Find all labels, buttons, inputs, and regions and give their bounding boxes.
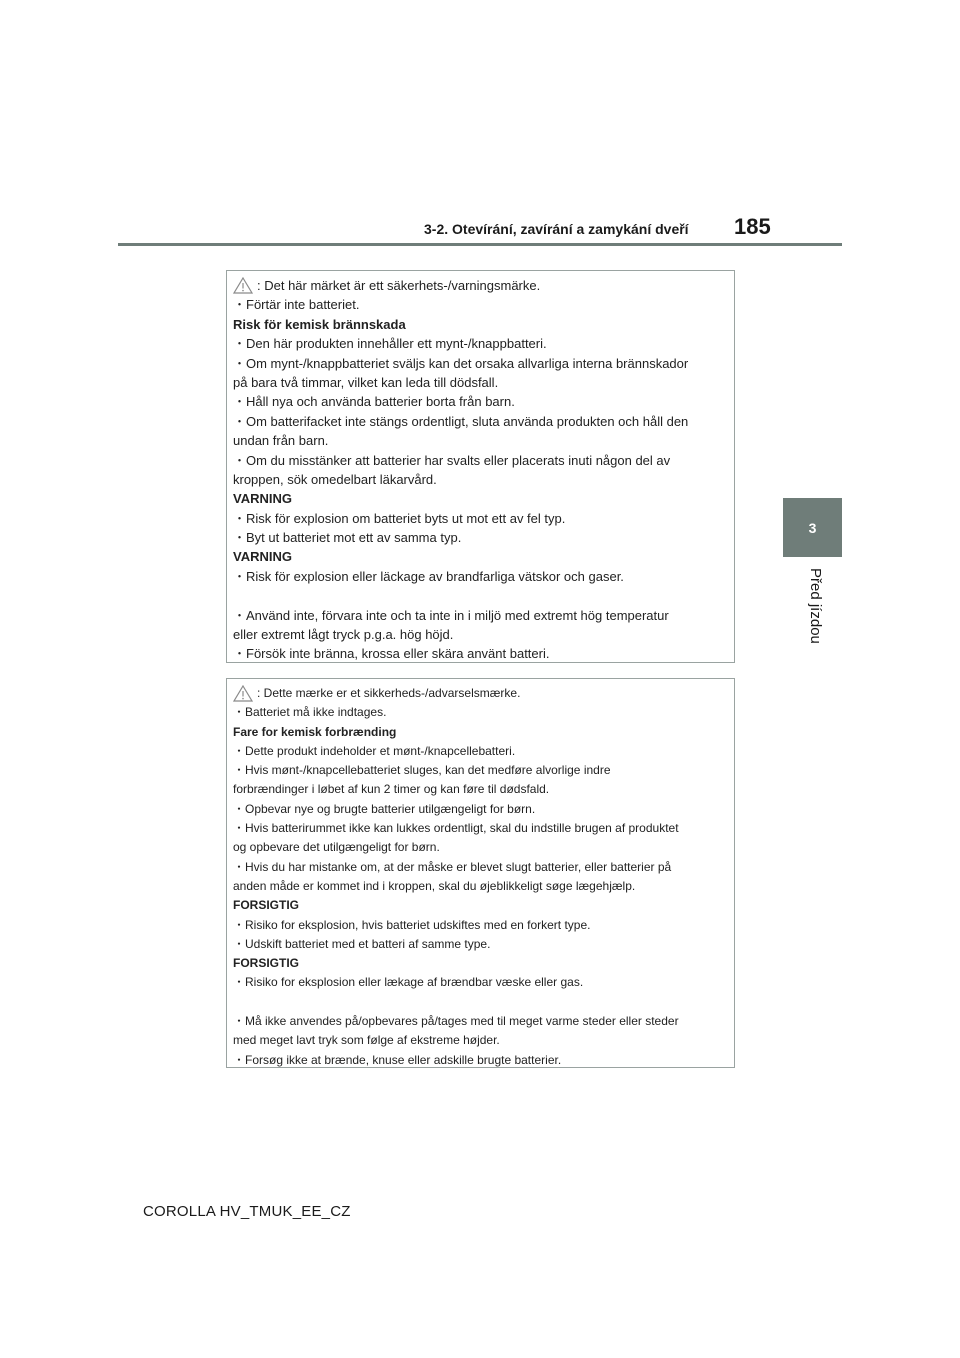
warning-line: ・Hvis batterirummet ikke kan lukkes ordentligt, skal du indstille brugen af produktet bbox=[233, 821, 679, 836]
warning-line: ・Om mynt-/knappbatteriet sväljs kan det orsaka allvarliga interna brännskador bbox=[233, 355, 689, 371]
footer-model-code: COROLLA HV_TMUK_EE_CZ bbox=[143, 1203, 351, 1220]
warning-line: ・Hvis du har mistanke om, at der måske er blevet slugt batterier, eller batterier på bbox=[233, 859, 672, 874]
warning-heading: VARNING bbox=[233, 491, 292, 507]
warning-box-swedish bbox=[226, 270, 735, 663]
warning-line: ・Om du misstänker att batterier har svalts eller placerats inuti någon del av bbox=[233, 452, 671, 468]
warning-line: og opbevare det utilgængeligt for børn. bbox=[233, 840, 440, 855]
warning-line bbox=[233, 276, 728, 295]
warning-line: ・Risk för explosion eller läckage av brandfarliga vätskor och gaser. bbox=[233, 568, 624, 584]
warning-line: ・Batteriet må ikke indtages. bbox=[233, 705, 387, 720]
blank-line bbox=[233, 586, 728, 605]
warning-line: ・Försök inte bränna, krossa eller skära använt batteri. bbox=[233, 646, 550, 662]
warning-line: ・Risiko for eksplosion, hvis batteriet udskiftes med en forkert type. bbox=[233, 917, 591, 932]
warning-triangle-icon bbox=[233, 277, 253, 294]
warning-heading: FORSIGTIG bbox=[233, 956, 299, 971]
warning-line: ・Må ikke anvendes på/opbevares på/tages med til meget varme steder eller steder bbox=[233, 1014, 679, 1029]
warning-heading: Risk för kemisk brännskada bbox=[233, 316, 406, 332]
warning-line: ・Risiko for eksplosion eller lækage af brændbar væske eller gas. bbox=[233, 975, 584, 990]
section-title: 3-2. Otevírání, zavírání a zamykání dveří bbox=[424, 221, 689, 237]
warning-box-danish bbox=[226, 678, 735, 1068]
warning-line: kroppen, sök omedelbart läkarvård. bbox=[233, 471, 437, 487]
chapter-tab bbox=[783, 498, 842, 557]
warning-text: : Det här märket är ett säkerhets-/varningsmärke. bbox=[257, 278, 541, 293]
warning-line: med meget lavt tryk som følge af ekstreme højder. bbox=[233, 1033, 500, 1048]
warning-line: forbrændinger i løbet af kun 2 timer og kan føre til dødsfald. bbox=[233, 782, 550, 797]
warning-line: ・Dette produkt indeholder et mønt-/knapcellebatteri. bbox=[233, 743, 516, 758]
warning-line: ・Om batterifacket inte stängs ordentligt, sluta använda produkten och håll den bbox=[233, 413, 689, 429]
warning-line: på bara två timmar, vilket kan leda till dödsfall. bbox=[233, 374, 499, 390]
page-number: 185 bbox=[734, 214, 771, 239]
warning-line: undan från barn. bbox=[233, 433, 329, 449]
chapter-number: 3 bbox=[808, 519, 817, 536]
warning-heading: VARNING bbox=[233, 549, 292, 565]
warning-triangle-icon bbox=[233, 685, 253, 702]
chapter-label: Před jízdou bbox=[807, 568, 824, 644]
header-rule bbox=[118, 243, 842, 246]
warning-line: ・Byt ut batteriet mot ett av samma typ. bbox=[233, 530, 462, 546]
warning-line: ・Hvis mønt-/knapcellebatteriet sluges, kan det medføre alvorlige indre bbox=[233, 763, 611, 778]
blank-line bbox=[233, 993, 728, 1012]
warning-line: ・Opbevar nye og brugte batterier utilgængeligt for børn. bbox=[233, 801, 536, 816]
warning-heading: Fare for kemisk forbrænding bbox=[233, 724, 397, 739]
warning-line: ・Använd inte, förvara inte och ta inte in i miljö med extremt hög temperatur bbox=[233, 607, 669, 623]
warning-line: ・Den här produkten innehåller ett mynt-/knappbatteri. bbox=[233, 336, 547, 352]
warning-text: : Dette mærke er et sikkerheds-/advarselsmærke. bbox=[257, 686, 521, 700]
warning-heading: FORSIGTIG bbox=[233, 898, 299, 913]
warning-line: ・Risk för explosion om batteriet byts ut mot ett av fel typ. bbox=[233, 510, 566, 526]
warning-line: ・Forsøg ikke at brænde, knuse eller adskille brugte batterier. bbox=[233, 1052, 562, 1067]
warning-line: eller extremt lågt tryck p.g.a. hög höjd. bbox=[233, 627, 454, 643]
warning-line: ・Förtär inte batteriet. bbox=[233, 297, 360, 313]
warning-line: ・Håll nya och använda batterier borta från barn. bbox=[233, 394, 515, 410]
warning-line bbox=[233, 684, 728, 703]
warning-line: ・Udskift batteriet med et batteri af samme type. bbox=[233, 936, 491, 951]
warning-line: anden måde er kommet ind i kroppen, skal du øjeblikkeligt søge lægehjælp. bbox=[233, 878, 636, 893]
